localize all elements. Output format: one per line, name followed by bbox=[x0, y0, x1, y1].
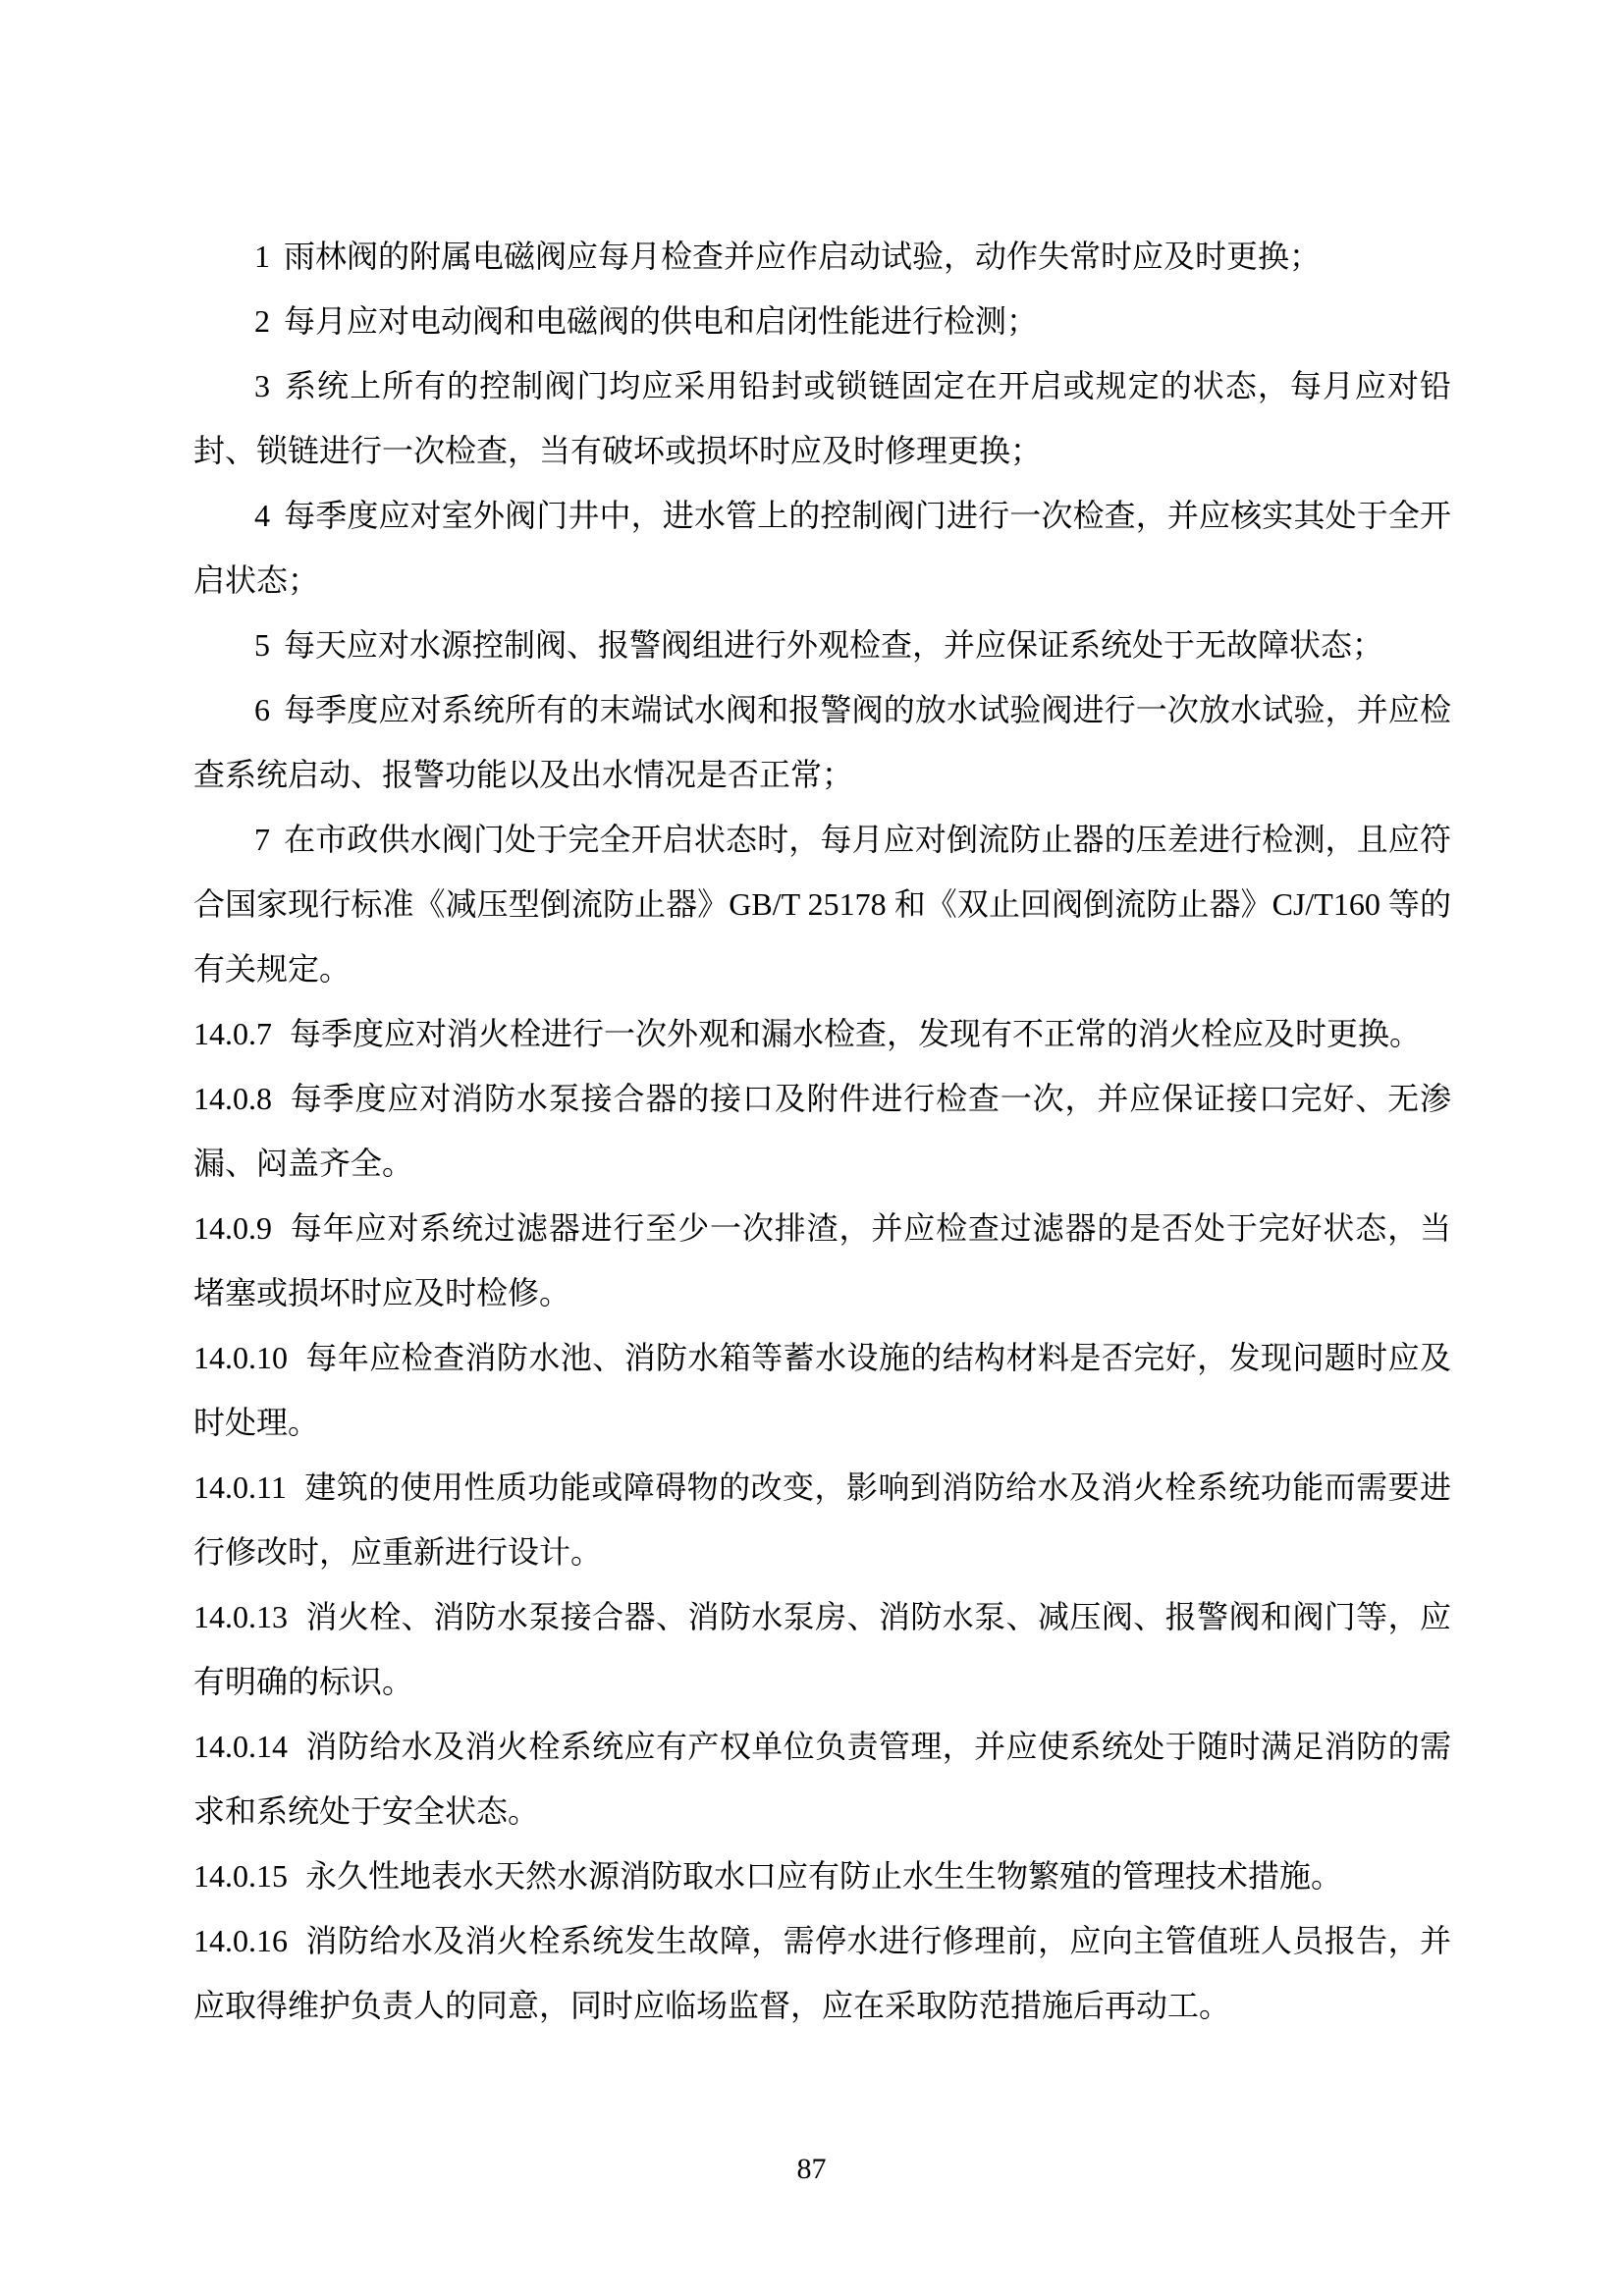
clause-text: 每季度应对消火栓进行一次外观和漏水检查，发现有不正常的消火栓应及时更换。 bbox=[290, 1016, 1422, 1051]
clause-paragraph bbox=[193, 1843, 1451, 1908]
clause-paragraph bbox=[193, 1908, 1451, 2038]
sub-item-number: 4 bbox=[254, 498, 270, 533]
clause-text: 每年应对系统过滤器进行至少一次排渣，并应检查过滤器的是否处于完好状态，当堵塞或损坏时应及时检修。 bbox=[193, 1210, 1451, 1310]
clause-number: 14.0.8 bbox=[193, 1081, 272, 1116]
clause-text: 建筑的使用性质功能或障碍物的改变，影响到消防给水及消火栓系统功能而需要进行修改时，应重新进行设计。 bbox=[193, 1469, 1451, 1570]
clause-number: 14.0.11 bbox=[193, 1469, 287, 1505]
sub-item-paragraph bbox=[193, 353, 1451, 483]
sub-item-text: 每季度应对系统所有的末端试水阀和报警阀的放水试验阀进行一次放水试验，并应检查系统启动、报警功能以及出水情况是否正常； bbox=[193, 692, 1451, 792]
clause-text: 每季度应对消防水泵接合器的接口及附件进行检查一次，并应保证接口完好、无渗漏、闷盖齐全。 bbox=[193, 1081, 1451, 1181]
sub-item-paragraph bbox=[193, 483, 1451, 613]
clause-text: 消防给水及消火栓系统发生故障，需停水进行修理前，应向主管值班人员报告，并应取得维护负责人的同意，同时应临场监督，应在采取防范措施后再动工。 bbox=[193, 1923, 1451, 2023]
sub-item-number: 3 bbox=[254, 368, 270, 403]
clause-number: 14.0.16 bbox=[193, 1923, 288, 1958]
clause-paragraph bbox=[193, 1714, 1451, 1843]
sub-item-text: 雨林阀的附属电磁阀应每月检查并应作启动试验，动作失常时应及时更换； bbox=[284, 239, 1322, 274]
sub-item-number: 7 bbox=[254, 822, 270, 857]
sub-item-number: 6 bbox=[254, 692, 270, 727]
clause-paragraph bbox=[193, 1066, 1451, 1196]
document-body bbox=[193, 224, 1451, 2038]
clause-number: 14.0.13 bbox=[193, 1599, 288, 1634]
sub-item-paragraph bbox=[193, 613, 1451, 677]
sub-item-paragraph bbox=[193, 289, 1451, 353]
sub-item-text: 系统上所有的控制阀门均应采用铅封或锁链固定在开启或规定的状态，每月应对铅封、锁链进行一次检查，当有破坏或损坏时应及时修理更换； bbox=[193, 368, 1451, 468]
sub-item-text: 在市政供水阀门处于完全开启状态时，每月应对倒流防止器的压差进行检测，且应符合国家现行标准《减压型倒流防止器》GB/T 25178 和《双止回阀倒流防止器》CJ/T160 等的有关规定。 bbox=[193, 822, 1451, 987]
sub-item-paragraph bbox=[193, 224, 1451, 289]
clause-paragraph bbox=[193, 1001, 1451, 1066]
clause-text: 每年应检查消防水池、消防水箱等蓄水设施的结构材料是否完好，发现问题时应及时处理。 bbox=[193, 1340, 1451, 1440]
clause-paragraph bbox=[193, 1455, 1451, 1584]
sub-item-text: 每季度应对室外阀门井中，进水管上的控制阀门进行一次检查，并应核实其处于全开启状态； bbox=[193, 498, 1451, 598]
clause-number: 14.0.7 bbox=[193, 1016, 272, 1051]
clause-paragraph bbox=[193, 1325, 1451, 1455]
sub-item-text: 每天应对水源控制阀、报警阀组进行外观检查，并应保证系统处于无故障状态； bbox=[284, 627, 1384, 663]
sub-item-number: 5 bbox=[254, 627, 270, 663]
sub-item-paragraph bbox=[193, 807, 1451, 1001]
sub-item-number: 2 bbox=[254, 303, 270, 339]
clause-text: 消防给水及消火栓系统应有产权单位负责管理，并应使系统处于随时满足消防的需求和系统处于安全状态。 bbox=[193, 1729, 1451, 1829]
clause-paragraph bbox=[193, 1196, 1451, 1325]
clause-number: 14.0.9 bbox=[193, 1210, 272, 1246]
clause-number: 14.0.15 bbox=[193, 1858, 288, 1894]
clause-text: 永久性地表水天然水源消防取水口应有防止水生生物繁殖的管理技术措施。 bbox=[305, 1858, 1343, 1894]
clause-paragraph bbox=[193, 1584, 1451, 1714]
clause-number: 14.0.10 bbox=[193, 1340, 288, 1375]
clause-text: 消火栓、消防水泵接合器、消防水泵房、消防水泵、减压阀、报警阀和阀门等，应有明确的标识。 bbox=[193, 1599, 1451, 1699]
sub-item-text: 每月应对电动阀和电磁阀的供电和启闭性能进行检测； bbox=[284, 303, 1039, 339]
clause-number: 14.0.14 bbox=[193, 1729, 288, 1764]
sub-item-number: 1 bbox=[254, 239, 270, 274]
sub-item-paragraph bbox=[193, 677, 1451, 807]
page-number: 87 bbox=[796, 2153, 827, 2185]
